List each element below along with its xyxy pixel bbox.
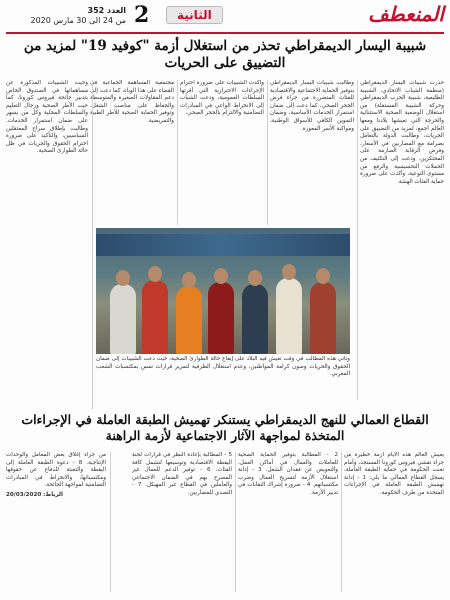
column-divider [110, 452, 111, 592]
article-paragraph: وحيت الشبيبات المذكورة عن مساهماتها في الصندوق الخاص بتدبير جائحة فيروس كورونا، كما حيت الأطر الصحية ورجال التعليم والسلطات المحلية وكل من يسهر على ضمان استمرار الخدمات. وطالبت بإطلاق سراح المعتقلين السياسيين، والتأكيد على ضرورة احترام الحقوق والحريات في ظل حالة الطوارئ الصحية. [6, 80, 88, 155]
article-column-1 [344, 452, 444, 592]
column-divider [357, 80, 358, 400]
column-divider [267, 80, 268, 225]
person-figure [276, 278, 302, 354]
column-divider [235, 452, 236, 592]
person-figure [176, 286, 202, 354]
article-column-1 [360, 80, 444, 400]
article-paragraph: حذرت شبيبات اليسار الديمقراطي (منظمة الشباب الاتحادي، الشبيبة الطليعية، شبيبة الحزب الديمقراطي وحركة الشبيبة المستقلة) من استغلال الوضعية الصحية الاستثنائية والحرجة التي تعيشها بلادنا ومعها العالم أجمع، لمزيد من التضييق على الحريات، وطالبت الدولة بالتعامل بصرامة مع المضاربين في الأسعار، وفرض الرقابة الصارمة على المحتكرين. ودعت إلى التكثيف من الحملات التحسيسية والرفع من مستوى التوعية، وأكدت على ضرورة حماية الفئات الهشة. [360, 80, 444, 185]
article-paragraph: وطالبت شبيبات اليسار الديمقراطي بتوفير الحماية الاجتماعية والاقتصادية للفئات المتضررة من جراء فرض الحجر الصحي، كما دعت إلى ضمان استمرار الخدمات الأساسية، وضمان التموين الكافي للأسواق الوطنية، ومواكبة الأسر المعوزة. [270, 80, 354, 132]
article-paragraph: 5 - المطالبة بإعادة النظر في قرارات لجنة اليقظة الاقتصادية وتوسيعها لتشمل كافة الفئات. 6 - توفير الدعم للعمال غير المصرح بهم في الضمان الاجتماعي والعاملين في القطاع غير المهيكل. 7 - التصدي للمضاربين. [132, 452, 232, 496]
masthead [6, 2, 444, 34]
article-paragraph: يعيش العالم هذه الأيام أزمة خطيرة من جراء تفشي فيروس كورونا المستجد، وأمام تعنت الحكومة في حماية الطبقة العاملة، يسجل القطاع العمالي ما يلي: 1 - إدانة تهميش الطبقة العاملة في الإجراءات المتخذة من طرف الحكومة. [344, 452, 444, 496]
photo-banner [96, 234, 350, 256]
issue-info [6, 6, 126, 26]
column-divider [177, 80, 178, 225]
article-column-3 [132, 452, 232, 592]
section-label: الثانية [166, 6, 223, 24]
column-divider [341, 452, 342, 592]
person-figure [110, 284, 136, 354]
group-photo [96, 228, 350, 354]
article-column-5 [6, 80, 88, 410]
person-figure [142, 280, 168, 354]
article-column-4 [90, 80, 174, 225]
photo-caption: وتأتي هذه المطالب في وقت تعيش فيه البلاد على إيقاع حالة الطوارئ الصحية، حيث دعت الشبيبات إلى ضمان الحقوق والحريات وصون كرامة المواطنين، وعدم استغلال الظرفية لتمرير قرارات تمس بمكتسبات الشعب المغربي. [96, 356, 350, 378]
article-column-2 [270, 80, 354, 225]
article-paragraph: من جراء إغلاق بعض المعامل والوحدات الإنتاجية. 8 - دعوة الطبقة العاملة إلى اليقظة والتعبئة للدفاع عن حقوقها ومكتسباتها، والانخراط في المبادرات التضامنية لمواجهة الجائحة. [6, 452, 106, 489]
person-figure [310, 282, 336, 354]
page-number: 2 [134, 2, 150, 28]
article-column-3 [180, 80, 264, 225]
issue-number: العدد 352 [87, 6, 126, 15]
article-column-2 [238, 452, 338, 592]
article-paragraph: وأكدت الشبيبات على ضرورة احترام الإجراءات الاحترازية التي أقرتها السلطات العمومية، ودعت الشباب إلى الانخراط الواعي في المبادرات التضامنية والالتزام بالحجر الصحي. [180, 80, 264, 117]
article-paragraph: مجتمعية المساهمة الجماعية في القضاء على هذا الوباء، كما دعت إلى دعم المقاولات الصغيرة والمتوسطة والحفاظ على مناصب الشغل، وتوفير الحماية الصحية للأطر الطبية والتمريضية. [90, 80, 174, 124]
article-headline: شبيبة اليسار الديمقراطي تحذر من استغلال أزمة "كوفيد 19" لمزيد من التضييق على الحريات [23, 38, 427, 71]
article-signature: الرباط: 20/03/2020 [6, 491, 63, 498]
article-headline: القطاع العمالي للنهج الديمقراطي يستنكر تهميش الطبقة العاملة في الإجراءات المتخذة لمواجهة الآثار الاجتماعية لأزمة الراهنة [21, 412, 429, 443]
article-column-4 [6, 452, 106, 592]
person-figure [242, 284, 268, 354]
column-divider [92, 80, 93, 410]
newspaper-logo: المنعطف [367, 2, 444, 26]
issue-date: من 24 الى 30 مارس 2020 [30, 16, 126, 25]
person-figure [208, 282, 234, 354]
article-paragraph: 2 - المطالبة بتوفير الحماية الصحية للعاملات والعمال في أماكن العمل، والتعويض عن فقدان الشغل. 3 - إدانة استغلال الأزمة لتسريح العمال وضرب مكتسباتهم. 4 - ضرورة إشراك النقابات في تدبير الأزمة. [238, 452, 338, 496]
